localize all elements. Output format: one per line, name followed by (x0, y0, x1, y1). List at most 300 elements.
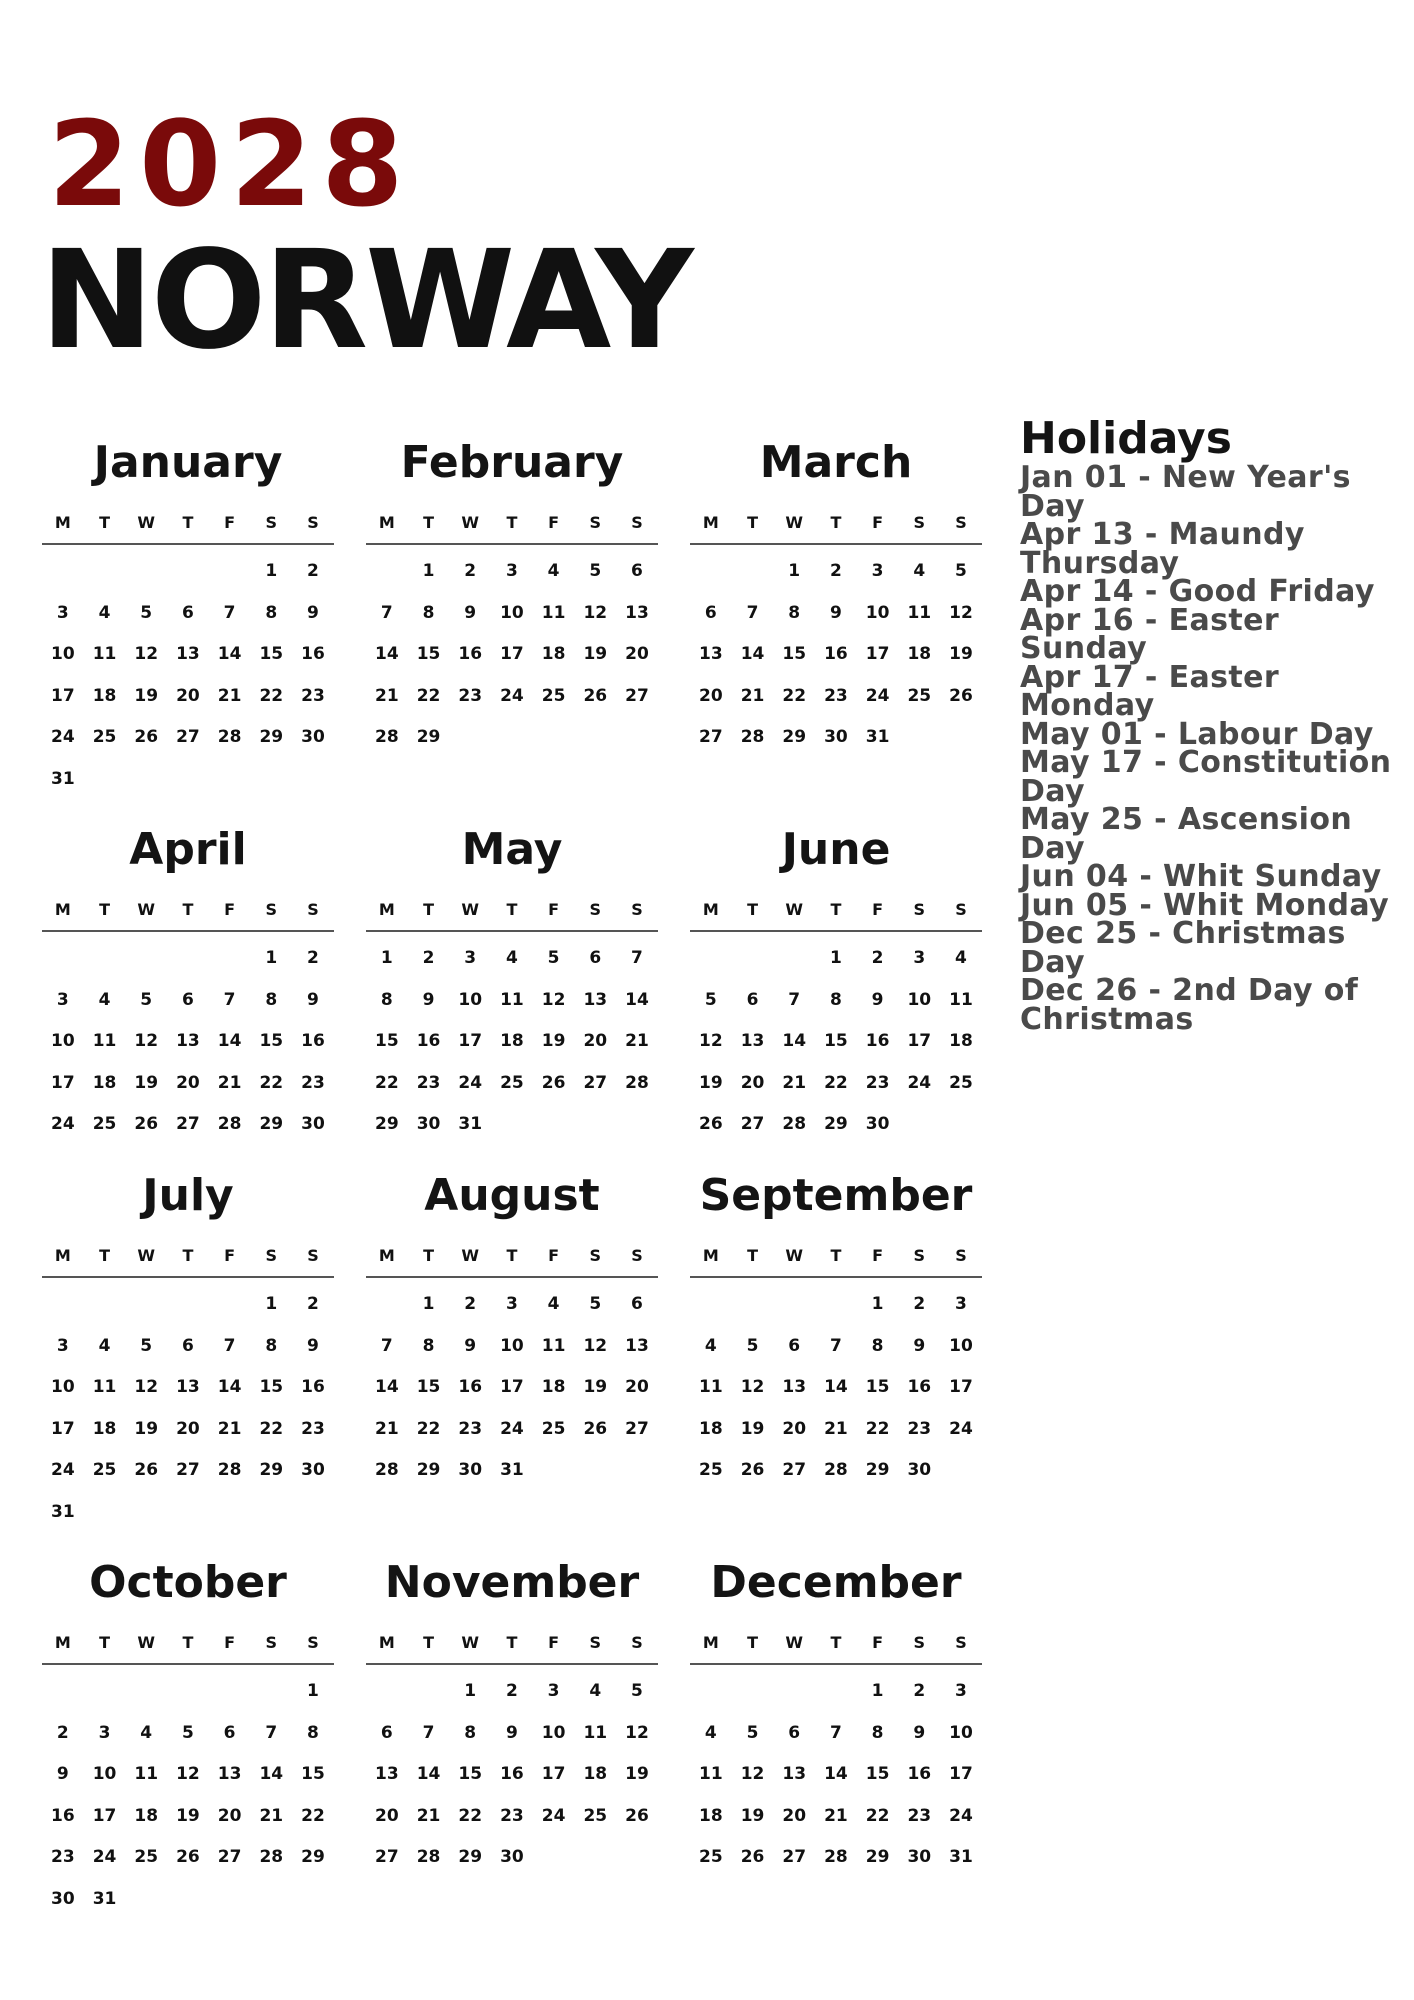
day-cell: 7 (788, 989, 801, 1010)
day-cell: 5 (140, 1335, 153, 1356)
day-cell: 24 (51, 727, 75, 747)
day-cell: 9 (913, 1335, 926, 1356)
weekday-label: M (378, 512, 395, 532)
day-cell: 10 (458, 989, 483, 1010)
holiday-item: Apr 13 - Maundy Thursday (1020, 517, 1305, 581)
day-grid (690, 932, 982, 1146)
day-cell: 17 (865, 644, 890, 664)
day-cell: 22 (416, 685, 441, 706)
day-cell: 3 (56, 989, 69, 1010)
day-blank (732, 551, 774, 593)
day-cell: 15 (865, 1764, 890, 1784)
day-cell: 7 (223, 602, 236, 623)
day-cell: 20 (176, 685, 200, 706)
day-cell: 27 (782, 1847, 807, 1867)
day-cell: 15 (416, 644, 441, 664)
weekday-label: W (785, 1632, 804, 1652)
day-cell: 22 (782, 685, 807, 706)
weekday-label: S (631, 899, 643, 919)
day-cell: 28 (824, 1460, 848, 1480)
day-cell: 26 (740, 1460, 765, 1480)
day-blank (84, 1284, 126, 1326)
day-cell: 30 (301, 727, 325, 747)
day-cell: 22 (416, 1418, 441, 1439)
day-cell: 20 (583, 1031, 608, 1051)
day-cell: 15 (375, 1031, 399, 1051)
weekday-header (42, 1234, 334, 1278)
day-cell: 12 (583, 1335, 608, 1356)
day-cell: 2 (913, 1294, 926, 1314)
day-cell: 16 (416, 1031, 441, 1051)
weekday-label: T (182, 512, 194, 532)
day-cell: 31 (949, 1847, 973, 1867)
day-cell: 6 (380, 1722, 393, 1743)
day-cell: 16 (907, 1764, 932, 1784)
day-cell: 29 (375, 1114, 399, 1134)
day-cell: 3 (464, 948, 477, 968)
day-cell: 4 (547, 1294, 560, 1314)
day-cell: 11 (541, 1335, 566, 1356)
day-grid (42, 1278, 334, 1533)
day-blank (732, 1671, 774, 1713)
day-grid (366, 545, 658, 759)
day-cell: 25 (949, 1072, 973, 1093)
day-cell: 7 (380, 1335, 393, 1356)
day-cell: 10 (92, 1764, 117, 1784)
weekday-label: M (702, 1245, 719, 1265)
weekday-label: S (307, 1245, 319, 1265)
month-name: April (129, 824, 247, 875)
day-cell: 11 (949, 989, 973, 1010)
day-grid (42, 545, 334, 800)
weekday-label: M (54, 512, 71, 532)
day-cell: 31 (51, 1501, 75, 1522)
month-name: February (400, 437, 624, 488)
holiday-item: Jan 01 - New Year's Day (1020, 460, 1351, 524)
holidays-title: Holidays (1020, 413, 1232, 464)
day-cell: 14 (782, 1031, 807, 1051)
day-cell: 3 (871, 561, 884, 581)
day-cell: 19 (134, 1072, 159, 1093)
day-grid (42, 1665, 334, 1920)
day-cell: 1 (307, 1681, 319, 1701)
weekday-header (42, 501, 334, 545)
weekday-label: S (913, 512, 926, 532)
day-cell: 12 (625, 1722, 649, 1743)
day-cell: 27 (176, 1460, 200, 1480)
weekday-label: T (182, 1245, 194, 1265)
day-cell: 26 (699, 1114, 723, 1134)
day-cell: 29 (865, 1460, 890, 1480)
day-blank (690, 551, 732, 593)
day-cell: 27 (625, 685, 649, 706)
holiday-item: Dec 26 - 2nd Day of Christmas (1020, 973, 1359, 1037)
weekday-label: T (506, 899, 518, 919)
day-blank (84, 1671, 126, 1713)
day-blank (773, 938, 815, 980)
weekday-label: T (182, 1632, 194, 1652)
day-cell: 8 (265, 602, 278, 623)
day-cell: 15 (865, 1377, 890, 1397)
day-cell: 30 (416, 1114, 441, 1134)
weekday-header (366, 501, 658, 545)
weekday-label: F (872, 1245, 884, 1265)
weekday-label: W (137, 1632, 156, 1652)
weekday-label: W (461, 512, 480, 532)
day-cell: 5 (589, 561, 602, 581)
day-cell: 28 (824, 1847, 848, 1867)
day-cell: 11 (699, 1764, 723, 1784)
day-blank (773, 1671, 815, 1713)
day-cell: 29 (865, 1847, 890, 1867)
day-cell: 18 (92, 1072, 117, 1093)
month-name: May (461, 824, 563, 875)
day-cell: 7 (829, 1722, 842, 1743)
month-january (42, 425, 334, 800)
weekday-label: S (913, 899, 926, 919)
day-cell: 20 (740, 1072, 765, 1093)
day-cell: 13 (625, 1335, 649, 1356)
day-cell: 7 (265, 1722, 278, 1743)
day-cell: 24 (865, 685, 890, 706)
day-blank (125, 938, 167, 980)
day-cell: 18 (907, 644, 932, 664)
day-cell: 9 (422, 989, 435, 1010)
day-grid (690, 1278, 982, 1492)
day-cell: 11 (699, 1377, 723, 1397)
day-cell: 5 (140, 989, 153, 1010)
day-cell: 11 (92, 1377, 117, 1397)
day-cell: 27 (699, 727, 723, 747)
day-grid (366, 1665, 658, 1879)
day-blank (732, 938, 774, 980)
day-cell: 29 (416, 1460, 441, 1480)
day-cell: 16 (907, 1377, 932, 1397)
day-cell: 24 (92, 1847, 117, 1867)
day-cell: 19 (740, 1418, 765, 1439)
weekday-label: S (589, 1632, 602, 1652)
day-cell: 13 (782, 1764, 807, 1784)
day-cell: 7 (223, 989, 236, 1010)
day-cell: 1 (788, 561, 801, 581)
day-cell: 24 (51, 1460, 75, 1480)
weekday-label: M (54, 1245, 71, 1265)
day-cell: 26 (134, 1460, 159, 1480)
day-cell: 2 (422, 948, 435, 968)
weekday-label: M (378, 1632, 395, 1652)
day-blank (42, 938, 84, 980)
day-cell: 23 (51, 1847, 75, 1867)
day-cell: 21 (259, 1805, 284, 1826)
weekday-label: M (54, 1632, 71, 1652)
day-cell: 6 (631, 561, 643, 581)
day-cell: 1 (871, 1681, 884, 1701)
day-cell: 2 (464, 561, 477, 581)
weekday-label: S (955, 1245, 967, 1265)
weekday-label: F (872, 512, 884, 532)
day-cell: 8 (307, 1722, 319, 1743)
day-cell: 30 (865, 1114, 890, 1134)
day-cell: 27 (740, 1114, 765, 1134)
weekday-label: M (702, 512, 719, 532)
weekday-label: S (589, 1245, 602, 1265)
day-cell: 30 (458, 1460, 483, 1480)
weekday-label: W (785, 1245, 804, 1265)
weekday-label: T (506, 1632, 518, 1652)
day-cell: 15 (301, 1764, 325, 1784)
day-cell: 15 (458, 1764, 483, 1784)
day-cell: 16 (458, 644, 483, 664)
weekday-label: S (631, 512, 643, 532)
day-cell: 18 (541, 1377, 566, 1397)
day-cell: 13 (625, 602, 649, 623)
weekday-label: S (265, 1245, 278, 1265)
day-cell: 30 (907, 1847, 932, 1867)
day-cell: 14 (625, 989, 649, 1010)
day-blank (732, 1284, 774, 1326)
day-blank (167, 1284, 209, 1326)
day-cell: 28 (259, 1847, 284, 1867)
country-heading: NORWAY (40, 222, 691, 380)
day-cell: 13 (176, 1031, 200, 1051)
day-cell: 24 (500, 1418, 524, 1439)
weekday-label: T (747, 899, 758, 919)
day-cell: 14 (416, 1764, 441, 1784)
day-cell: 24 (907, 1072, 932, 1093)
day-cell: 5 (955, 561, 967, 581)
weekday-label: T (423, 512, 434, 532)
day-cell: 25 (92, 727, 117, 747)
weekday-label: T (182, 899, 194, 919)
day-cell: 17 (51, 1072, 75, 1093)
month-name: November (384, 1557, 640, 1608)
weekday-label: F (548, 512, 560, 532)
day-cell: 7 (223, 1335, 236, 1356)
day-cell: 23 (500, 1805, 524, 1826)
weekday-label: S (307, 1632, 319, 1652)
day-grid (42, 932, 334, 1146)
weekday-label: S (913, 1245, 926, 1265)
weekday-header (366, 1234, 658, 1278)
day-cell: 6 (788, 1722, 801, 1743)
month-august (366, 1158, 658, 1492)
day-cell: 9 (464, 602, 477, 623)
day-cell: 19 (583, 1377, 608, 1397)
day-cell: 2 (505, 1681, 518, 1701)
day-cell: 29 (259, 1460, 284, 1480)
day-cell: 14 (217, 1031, 242, 1051)
day-cell: 15 (782, 644, 807, 664)
day-cell: 25 (541, 1418, 566, 1439)
holiday-item: Apr 14 - Good Friday (1020, 574, 1375, 609)
day-cell: 10 (51, 1031, 75, 1051)
day-cell: 11 (92, 1031, 117, 1051)
day-cell: 25 (92, 1460, 117, 1480)
day-cell: 17 (92, 1805, 117, 1826)
day-cell: 17 (500, 1377, 524, 1397)
month-name: July (142, 1170, 234, 1221)
day-cell: 7 (746, 602, 759, 623)
day-cell: 25 (699, 1847, 723, 1867)
day-cell: 30 (500, 1847, 524, 1867)
day-cell: 31 (92, 1888, 117, 1909)
weekday-label: S (631, 1632, 643, 1652)
day-cell: 21 (416, 1805, 441, 1826)
day-cell: 4 (98, 602, 111, 623)
day-cell: 5 (631, 1681, 643, 1701)
day-cell: 30 (824, 727, 848, 747)
day-cell: 7 (380, 602, 393, 623)
day-cell: 23 (416, 1072, 441, 1093)
day-cell: 8 (380, 989, 393, 1010)
weekday-header (366, 1621, 658, 1665)
weekday-label: S (307, 899, 319, 919)
month-name: March (759, 437, 913, 488)
day-cell: 5 (704, 989, 717, 1010)
day-cell: 2 (871, 948, 884, 968)
weekday-label: T (423, 1632, 434, 1652)
day-cell: 9 (56, 1764, 69, 1784)
day-cell: 26 (625, 1805, 649, 1826)
day-cell: 1 (871, 1294, 884, 1314)
weekday-label: F (548, 1632, 560, 1652)
day-cell: 24 (500, 685, 524, 706)
day-cell: 19 (699, 1072, 723, 1093)
day-blank (690, 938, 732, 980)
holiday-item: May 25 - Ascension Day (1020, 802, 1353, 866)
month-march (690, 425, 982, 759)
day-cell: 18 (949, 1031, 973, 1051)
day-cell: 18 (699, 1418, 723, 1439)
weekday-label: S (589, 899, 602, 919)
day-blank (815, 1284, 857, 1326)
day-cell: 28 (625, 1072, 649, 1093)
day-cell: 17 (458, 1031, 483, 1051)
day-cell: 9 (505, 1722, 518, 1743)
day-cell: 8 (464, 1722, 477, 1743)
day-cell: 23 (458, 685, 483, 706)
day-grid (366, 932, 658, 1146)
day-cell: 4 (140, 1722, 153, 1743)
day-cell: 11 (583, 1722, 608, 1743)
day-cell: 20 (176, 1072, 200, 1093)
day-cell: 21 (217, 1072, 242, 1093)
day-blank (42, 1284, 84, 1326)
month-december (690, 1545, 982, 1879)
day-cell: 2 (464, 1294, 477, 1314)
day-cell: 30 (301, 1460, 325, 1480)
month-name: January (93, 437, 283, 488)
holidays-panel (1020, 413, 1410, 1037)
day-cell: 18 (583, 1764, 608, 1784)
weekday-label: M (54, 899, 71, 919)
day-cell: 26 (134, 1114, 159, 1134)
day-cell: 20 (217, 1805, 242, 1826)
day-cell: 15 (259, 1031, 284, 1051)
weekday-header (42, 888, 334, 932)
day-cell: 23 (301, 685, 325, 706)
weekday-label: S (955, 512, 967, 532)
day-cell: 5 (589, 1294, 602, 1314)
day-cell: 10 (949, 1335, 973, 1356)
day-cell: 26 (949, 685, 973, 706)
day-blank (125, 1671, 167, 1713)
day-cell: 31 (500, 1460, 524, 1480)
day-cell: 1 (464, 1681, 477, 1701)
day-cell: 12 (699, 1031, 723, 1051)
day-cell: 17 (541, 1764, 566, 1784)
day-cell: 13 (583, 989, 608, 1010)
day-cell: 25 (583, 1805, 608, 1826)
weekday-label: S (631, 1245, 643, 1265)
day-cell: 6 (631, 1294, 643, 1314)
weekday-label: S (265, 512, 278, 532)
holidays-list (1020, 460, 1410, 1037)
day-cell: 13 (782, 1377, 807, 1397)
month-september (690, 1158, 982, 1492)
day-cell: 11 (500, 989, 524, 1010)
weekday-label: M (378, 899, 395, 919)
day-cell: 27 (375, 1847, 399, 1867)
day-cell: 21 (824, 1805, 848, 1826)
day-blank (209, 551, 251, 593)
month-april (42, 812, 334, 1146)
day-cell: 14 (375, 644, 399, 664)
day-cell: 27 (217, 1847, 242, 1867)
day-cell: 12 (134, 644, 159, 664)
weekday-label: T (99, 1245, 110, 1265)
day-blank (42, 551, 84, 593)
day-blank (690, 1671, 732, 1713)
day-cell: 25 (907, 685, 932, 706)
day-cell: 17 (949, 1764, 973, 1784)
day-cell: 10 (500, 602, 524, 623)
weekday-label: W (461, 1632, 480, 1652)
day-cell: 30 (907, 1460, 932, 1480)
weekday-label: W (137, 899, 156, 919)
weekday-label: T (506, 512, 518, 532)
day-cell: 15 (416, 1377, 441, 1397)
day-cell: 24 (51, 1114, 75, 1134)
month-june (690, 812, 982, 1146)
weekday-label: S (307, 512, 319, 532)
weekday-label: T (423, 899, 434, 919)
day-cell: 14 (259, 1764, 284, 1784)
holiday-item: Apr 16 - Easter Sunday (1020, 602, 1280, 666)
day-cell: 28 (217, 1114, 242, 1134)
weekday-label: F (548, 1245, 560, 1265)
day-cell: 13 (176, 1377, 200, 1397)
day-cell: 21 (824, 1418, 848, 1439)
day-cell: 4 (704, 1335, 717, 1356)
weekday-label: W (461, 899, 480, 919)
weekday-label: T (99, 899, 110, 919)
day-cell: 15 (824, 1031, 848, 1051)
day-cell: 6 (704, 602, 717, 623)
day-cell: 16 (301, 1377, 325, 1397)
day-cell: 22 (824, 1072, 848, 1093)
day-cell: 8 (265, 989, 278, 1010)
day-cell: 9 (307, 602, 319, 623)
day-cell: 10 (51, 1377, 75, 1397)
day-cell: 30 (301, 1114, 325, 1134)
day-cell: 13 (699, 644, 723, 664)
day-cell: 7 (422, 1722, 435, 1743)
day-cell: 19 (583, 644, 608, 664)
day-cell: 11 (92, 644, 117, 664)
weekday-label: W (785, 512, 804, 532)
day-cell: 18 (500, 1031, 524, 1051)
